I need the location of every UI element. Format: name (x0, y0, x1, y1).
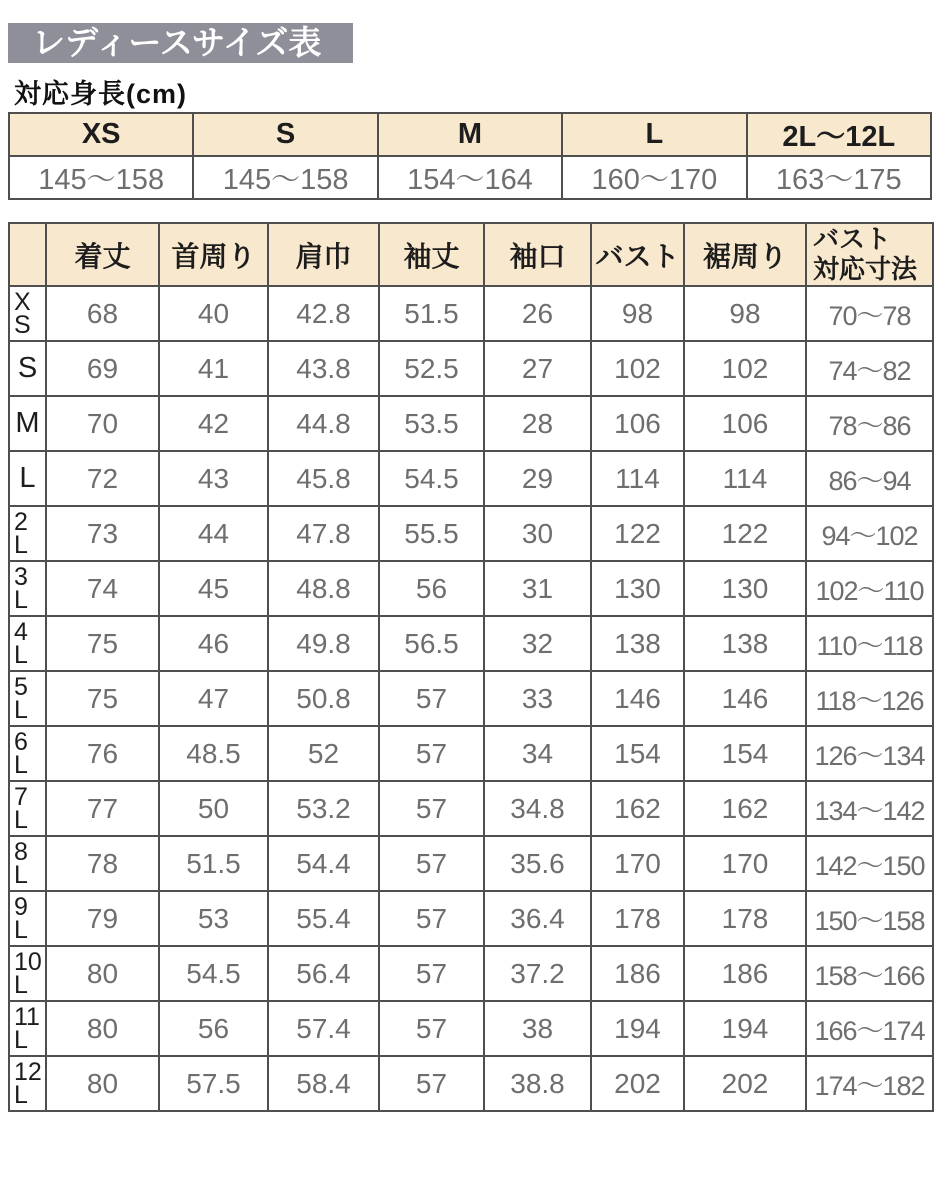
size-table-cell: 114 (591, 451, 684, 506)
size-table-cell: 138 (684, 616, 806, 671)
size-table-cell: 54.4 (268, 836, 379, 891)
size-table-cell: 57 (379, 836, 484, 891)
size-table-cell: 55.4 (268, 891, 379, 946)
height-table (8, 112, 932, 200)
size-table-cell: 194 (684, 1001, 806, 1056)
size-table-cell: 50.8 (268, 671, 379, 726)
size-table-row-label-line: 5 (14, 672, 28, 701)
size-table-cell: 69 (46, 341, 159, 396)
size-table-cell: 40 (159, 286, 268, 341)
size-table-cell: 80 (46, 1001, 159, 1056)
size-table-cell: 44 (159, 506, 268, 561)
size-table-cell: 34.8 (484, 781, 591, 836)
height-table-value-cell: 145〜158 (9, 156, 193, 199)
size-table-cell: 57 (379, 781, 484, 836)
size-table-corner-cell (9, 223, 46, 286)
size-table-cell: 36.4 (484, 891, 591, 946)
size-table-header-row (9, 223, 933, 286)
size-table-cell: 41 (159, 341, 268, 396)
size-table-cell: 56.5 (379, 616, 484, 671)
size-table-cell: 37.2 (484, 946, 591, 1001)
size-table-row-label-line: L (14, 970, 28, 999)
size-table-row (9, 286, 933, 341)
size-table-row-label (9, 726, 46, 781)
size-table-row-label-line: 2 (14, 507, 28, 536)
height-table-value-cell: 160〜170 (562, 156, 746, 199)
size-table-row-label (9, 1056, 46, 1111)
size-table-row-label-line: 3 (14, 562, 28, 591)
size-table-cell: 158〜166 (806, 946, 933, 1001)
height-table-value-cell: 154〜164 (378, 156, 562, 199)
size-table-row-label-line: L (14, 585, 28, 614)
size-table-cell: 47.8 (268, 506, 379, 561)
size-table-cell: 74 (46, 561, 159, 616)
size-table-cell: 48.8 (268, 561, 379, 616)
size-table-row-label (9, 781, 46, 836)
size-table-cell: 202 (591, 1056, 684, 1111)
size-table-row-label-line: 7 (14, 782, 28, 811)
size-table-cell: 50 (159, 781, 268, 836)
size-table-cell: 68 (46, 286, 159, 341)
size-table-cell: 122 (684, 506, 806, 561)
size-table-column-header: 袖口 (484, 223, 591, 286)
size-table-cell: 102 (684, 341, 806, 396)
size-table-row-label (9, 1001, 46, 1056)
size-table-cell: 126〜134 (806, 726, 933, 781)
size-table-cell: 86〜94 (806, 451, 933, 506)
height-table-value-cell: 145〜158 (193, 156, 377, 199)
size-table-row-label-line: L (14, 530, 28, 559)
size-table-cell: 52 (268, 726, 379, 781)
size-table-cell: 57.5 (159, 1056, 268, 1111)
size-table-cell: 102〜110 (806, 561, 933, 616)
size-table-cell: 55.5 (379, 506, 484, 561)
size-table-cell: 45 (159, 561, 268, 616)
size-table-cell: 27 (484, 341, 591, 396)
size-table-row-label: L (9, 451, 46, 506)
size-table-row (9, 506, 933, 561)
size-table-cell: 31 (484, 561, 591, 616)
size-table-cell: 51.5 (379, 286, 484, 341)
size-table-cell: 110〜118 (806, 616, 933, 671)
size-table-cell: 78〜86 (806, 396, 933, 451)
size-table-cell: 80 (46, 946, 159, 1001)
size-table-cell: 102 (591, 341, 684, 396)
size-table-cell: 51.5 (159, 836, 268, 891)
size-table-cell: 44.8 (268, 396, 379, 451)
size-table-cell: 98 (591, 286, 684, 341)
size-table-row (9, 836, 933, 891)
size-table-cell: 57 (379, 1056, 484, 1111)
size-table-row-label-line: 8 (14, 837, 28, 866)
size-table-cell: 170 (684, 836, 806, 891)
size-table-cell: 118〜126 (806, 671, 933, 726)
size-table-row-label-line: 12 (14, 1057, 42, 1086)
size-table-body (9, 286, 933, 1111)
size-table-cell: 57 (379, 1001, 484, 1056)
size-table-cell: 38 (484, 1001, 591, 1056)
size-table-cell: 72 (46, 451, 159, 506)
size-table-row-label (9, 891, 46, 946)
size-table-cell: 46 (159, 616, 268, 671)
height-table-header-row (9, 113, 931, 156)
size-table-row-label (9, 286, 46, 341)
size-table-row-label-line: 11 (14, 1002, 40, 1031)
size-table-cell: 194 (591, 1001, 684, 1056)
size-table-row-label-line: 6 (14, 727, 28, 756)
size-table-row-label (9, 946, 46, 1001)
size-table-cell: 166〜174 (806, 1001, 933, 1056)
size-table-cell: 35.6 (484, 836, 591, 891)
size-table-cell: 178 (591, 891, 684, 946)
size-table-row-label-line: L (14, 750, 28, 779)
size-table-cell: 122 (591, 506, 684, 561)
size-table-cell: 58.4 (268, 1056, 379, 1111)
size-table-cell: 146 (684, 671, 806, 726)
size-table-bust-range-header-line: 対応寸法 (813, 253, 918, 284)
size-table-row (9, 561, 933, 616)
size-table-cell: 45.8 (268, 451, 379, 506)
size-table-column-header: 首周り (159, 223, 268, 286)
size-table-cell: 114 (684, 451, 806, 506)
size-table-cell: 202 (684, 1056, 806, 1111)
page-title: レディースサイズ表 (8, 23, 353, 63)
size-table-row-label: M (9, 396, 46, 451)
size-table-cell: 142〜150 (806, 836, 933, 891)
size-table-cell: 178 (684, 891, 806, 946)
height-table-value-cell: 163〜175 (747, 156, 931, 199)
size-table-column-header: 肩巾 (268, 223, 379, 286)
size-table-cell: 186 (591, 946, 684, 1001)
size-table-cell: 54.5 (159, 946, 268, 1001)
size-table-cell: 53 (159, 891, 268, 946)
size-table-cell: 42 (159, 396, 268, 451)
size-table-cell: 70 (46, 396, 159, 451)
height-table-header-cell: M (378, 113, 562, 156)
size-table-row (9, 891, 933, 946)
size-table-cell: 33 (484, 671, 591, 726)
size-table-cell: 74〜82 (806, 341, 933, 396)
size-table-cell: 106 (591, 396, 684, 451)
size-table-row-label (9, 616, 46, 671)
size-table-row (9, 671, 933, 726)
size-table-cell: 43 (159, 451, 268, 506)
size-table-cell: 138 (591, 616, 684, 671)
height-section-label: 対応身長(cm) (14, 79, 188, 109)
size-table-cell: 73 (46, 506, 159, 561)
size-table-cell: 106 (684, 396, 806, 451)
size-table-cell: 57 (379, 946, 484, 1001)
size-table-row-label (9, 506, 46, 561)
size-table-row (9, 726, 933, 781)
size-table-row-label (9, 671, 46, 726)
size-table-cell: 53.5 (379, 396, 484, 451)
size-table-cell: 76 (46, 726, 159, 781)
size-table-cell: 80 (46, 1056, 159, 1111)
size-table-row-label-line: L (14, 640, 28, 669)
height-table-header-cell: 2L〜12L (747, 113, 931, 156)
size-table-cell: 52.5 (379, 341, 484, 396)
size-table-column-header: バスト (591, 223, 684, 286)
size-table-cell: 170 (591, 836, 684, 891)
size-table-column-header: 着丈 (46, 223, 159, 286)
size-table-cell: 78 (46, 836, 159, 891)
size-table-cell: 48.5 (159, 726, 268, 781)
size-table-column-header: 袖丈 (379, 223, 484, 286)
size-table-cell: 79 (46, 891, 159, 946)
size-table-cell: 49.8 (268, 616, 379, 671)
size-table-cell: 47 (159, 671, 268, 726)
size-table-cell: 146 (591, 671, 684, 726)
size-table-row-label-line: L (14, 695, 28, 724)
size-table-row (9, 946, 933, 1001)
size-table-row (9, 1001, 933, 1056)
height-table-header-cell: XS (9, 113, 193, 156)
size-table-cell: 94〜102 (806, 506, 933, 561)
size-table-bust-range-header (806, 223, 933, 286)
size-table-row-label-line: L (14, 1080, 28, 1109)
size-table-row-label-line: L (14, 915, 28, 944)
size-table-bust-range-header-line: バスト (813, 224, 892, 255)
size-table-row (9, 781, 933, 836)
size-table-cell: 56 (159, 1001, 268, 1056)
size-table-cell: 162 (591, 781, 684, 836)
size-table-cell: 98 (684, 286, 806, 341)
size-table-cell: 154 (684, 726, 806, 781)
size-table-cell: 57 (379, 891, 484, 946)
size-table-cell: 42.8 (268, 286, 379, 341)
size-table-cell: 134〜142 (806, 781, 933, 836)
size-table-column-header: 裾周り (684, 223, 806, 286)
size-table-cell: 130 (684, 561, 806, 616)
size-table-cell: 174〜182 (806, 1056, 933, 1111)
size-table-cell: 57 (379, 726, 484, 781)
size-table-cell: 28 (484, 396, 591, 451)
size-table-cell: 26 (484, 286, 591, 341)
size-table-cell: 130 (591, 561, 684, 616)
size-table-cell: 34 (484, 726, 591, 781)
size-table-cell: 43.8 (268, 341, 379, 396)
height-table-value-row (9, 156, 931, 199)
size-table-row-label (9, 836, 46, 891)
size-table-cell: 32 (484, 616, 591, 671)
size-table-row-label-line: L (14, 1025, 28, 1054)
size-table-cell: 56.4 (268, 946, 379, 1001)
size-table-row-label-line: X (14, 287, 31, 316)
size-table-row-label-line: L (14, 805, 28, 834)
height-table-header-cell: S (193, 113, 377, 156)
size-table-cell: 57 (379, 671, 484, 726)
size-table-cell: 162 (684, 781, 806, 836)
size-table-cell: 54.5 (379, 451, 484, 506)
size-table-cell: 75 (46, 616, 159, 671)
size-table-cell: 29 (484, 451, 591, 506)
size-table-cell: 154 (591, 726, 684, 781)
size-table-cell: 38.8 (484, 1056, 591, 1111)
size-table-cell: 30 (484, 506, 591, 561)
size-table-row (9, 451, 933, 506)
size-table-row (9, 341, 933, 396)
size-table (8, 222, 934, 1112)
size-table-row (9, 396, 933, 451)
size-table-row-label-line: 4 (14, 617, 28, 646)
size-table-row (9, 1056, 933, 1111)
size-table-cell: 186 (684, 946, 806, 1001)
size-table-row-label-line: S (14, 310, 31, 339)
size-table-cell: 53.2 (268, 781, 379, 836)
size-table-row-label: S (9, 341, 46, 396)
size-table-cell: 150〜158 (806, 891, 933, 946)
size-table-row (9, 616, 933, 671)
size-table-cell: 77 (46, 781, 159, 836)
size-table-cell: 57.4 (268, 1001, 379, 1056)
size-table-cell: 70〜78 (806, 286, 933, 341)
size-table-row-label-line: 9 (14, 892, 28, 921)
height-table-header-cell: L (562, 113, 746, 156)
size-table-cell: 75 (46, 671, 159, 726)
size-table-row-label-line: 10 (14, 947, 42, 976)
size-table-row-label-line: L (14, 860, 28, 889)
size-table-cell: 56 (379, 561, 484, 616)
size-table-row-label (9, 561, 46, 616)
